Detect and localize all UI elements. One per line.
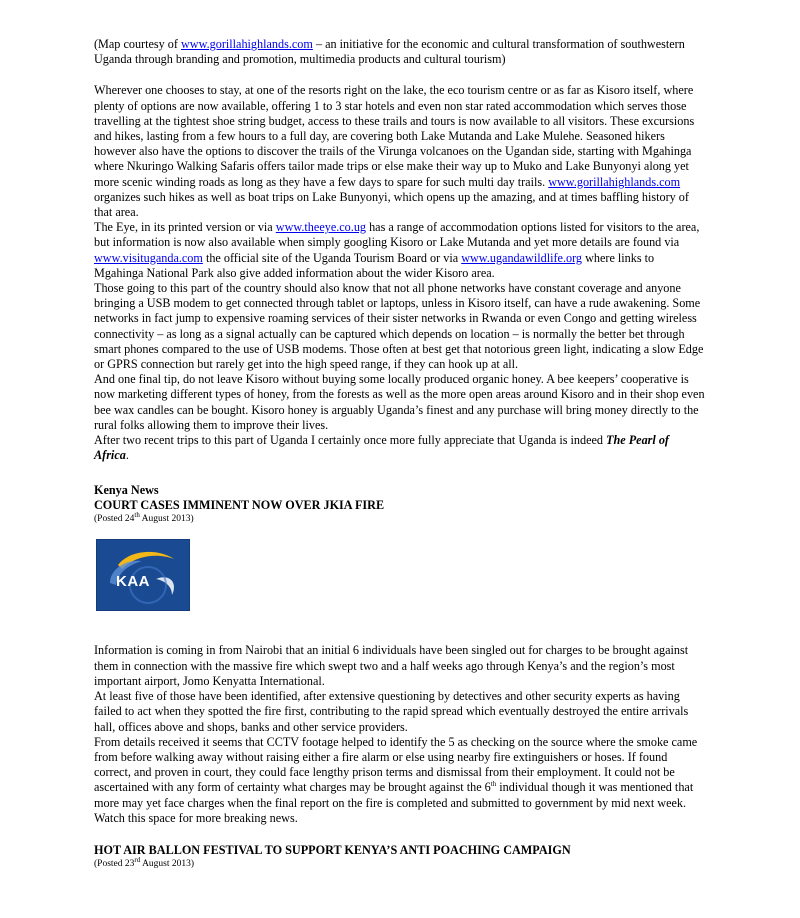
- posted-date: [94, 855, 706, 870]
- paragraph-text: Wherever one chooses to stay, at one of the resorts right on the lake, the eco tourism centre or as far as Kisoro itself, where plenty of options are now available, offering 1 to 3 star hotels and even non star rated accommodation which serves those travelling at the tightest shoe string budget, access to these trails and tours is now available to all visitors. These excursions and hikes, lasting from a few hours to a full day, are covering both Lake Mutanda and Lake Mulehe. Seasoned hikers however also have the options to discover the trails of the Virunga volcanoes on the Ugandan side, starting with Mgahinga where Nkuringo Walking Safaris offers tailor made trips or else make their way up to Muko and Lake Bunyonyi along yet more scenic winding roads as long as they have a few days to spare for such multi day trails.: [94, 83, 695, 189]
- document-page: [94, 37, 706, 870]
- kaa-logo-text: KAA: [116, 573, 150, 591]
- map-credit-suffix: – an initiative for the economic and cultural transformation of southwestern Uganda through branding and promotion, multimedia products and cultural tourism): [94, 37, 685, 67]
- paragraph-text: individual though it was mentioned that more may yet face charges when the final report on the fire is completed and submitted to government by mid next week. Watch this space for more breaking news.: [94, 780, 694, 825]
- headline-jkia-fire: COURT CASES IMMINENT NOW OVER JKIA FIRE: [94, 498, 385, 513]
- paragraph-charges: Information is coming in from Nairobi that an initial 6 individuals have been singled out for charges to be brought against them in connection with the massive fire which swept two and a half weeks ago through Kenya’s and the region’s most important airport, Jomo Kenyatta International.: [94, 643, 689, 688]
- posted-date-rest: August 2013): [139, 514, 194, 525]
- posted-date-suffix-sup: th: [134, 511, 140, 520]
- paragraph-conclusion: [94, 433, 706, 463]
- theeye-link[interactable]: www.theeye.co.ug: [275, 220, 367, 235]
- gorillahighlands-link[interactable]: www.gorillahighlands.com: [180, 37, 313, 51]
- kaa-logo: [96, 539, 190, 611]
- paragraph-text: organizes such hikes as well as boat trips on Lake Bunyonyi, which opens up the amazing, and at times baffling history of that area.: [94, 189, 689, 220]
- spacer: [94, 463, 706, 483]
- spacer: [94, 826, 706, 843]
- paragraph-identified: At least five of those have been identified, after extensive questioning by detectives and other security experts as having failed to act when they spotted the fire first, contributing to the rapid spread which eventually destroyed the entire arrivals hall, offices above and shops, banks and other service providers.: [94, 689, 689, 734]
- gorillahighlands-link-2[interactable]: www.gorillahighlands.com: [548, 174, 681, 189]
- ugandawildlife-link[interactable]: www.ugandawildlife.org: [461, 250, 583, 265]
- posted-date-rest: August 2013): [140, 858, 195, 869]
- paragraph-text: has a range of accommodation options listed for visitors to the area, but information is now also available when simply googling Kisoro or Lake Mutanda and yet more details are found via: [94, 220, 700, 250]
- spacer: [94, 67, 706, 83]
- posted-date: [94, 513, 706, 525]
- paragraph-networks: Those going to this part of the country should also know that not all phone networks have constant coverage and anyone bringing a USB modem to get connected through tablet or laptops, unless in Kisoro itself, can have a rude awakening. Some networks in fact jump to expensive roaming services of their sister networks in Rwanda or even Congo and getting wireless connectivity – as long as a signal actually can be captured which depends on location – is normally the better bet through smart phones compared to the use of USB modems. Those often at best get that notorious green light, indicating a slow Edge or GPRS connection but rarely get into the high speed range, if they can hook up at all.: [94, 281, 704, 372]
- paragraph-cctv: [94, 735, 706, 826]
- paragraph-text: where links to Mgahinga National Park also give added information about the wider Kisoro area.: [94, 250, 655, 280]
- pearl-of-africa-emphasis: The Pearl of Africa: [94, 433, 669, 463]
- paragraph-text: The Eye, in its printed version or via: [94, 220, 276, 235]
- paragraph-text: .: [125, 448, 129, 463]
- paragraph-text: From details received it seems that CCTV footage helped to identify the 5 as checking on the source where the smoke came from before walking away without raising either a fire alarm or else using nearby fire extinguishers or hoses. If found correct, and proven in court, they could face lengthy prison terms and dismissal from their employment. It could not be ascertained with any form of certainty what charges may be brought against the 6: [94, 734, 698, 795]
- paragraph-trails: [94, 83, 706, 220]
- ordinal-sup: th: [490, 780, 497, 789]
- posted-date-prefix: (Posted 24: [94, 514, 135, 525]
- paragraph-honey: And one final tip, do not leave Kisoro without buying some locally produced organic honey. A bee keepers’ cooperative is now marketing different types of honey, from the forests as well as the more open areas around Kisoro and in their shop even bee wax candles can be bought. Kisoro honey is arguably Uganda’s finest and any purchase will bring money directly to the rural folks allowing them to improve their lives.: [94, 372, 705, 432]
- headline-balloon-festival: HOT AIR BALLON FESTIVAL TO SUPPORT KENYA’S ANTI POACHING CAMPAIGN: [94, 842, 571, 857]
- paragraph-text: the official site of the Uganda Tourism Board or via: [202, 250, 462, 265]
- paragraph-text: After two recent trips to this part of Uganda I certainly once more fully appreciate that Uganda is indeed: [94, 433, 607, 448]
- posted-date-prefix: (Posted 23: [94, 858, 135, 869]
- posted-date-suffix-sup: rd: [134, 855, 141, 864]
- map-credit: [94, 37, 706, 67]
- visituganda-link[interactable]: www.visituganda.com: [94, 250, 203, 265]
- spacer: [94, 611, 706, 643]
- paragraph-accommodation: [94, 220, 706, 281]
- map-credit-prefix: (Map courtesy of: [94, 37, 181, 51]
- section-label-kenya-news: Kenya News: [94, 483, 159, 498]
